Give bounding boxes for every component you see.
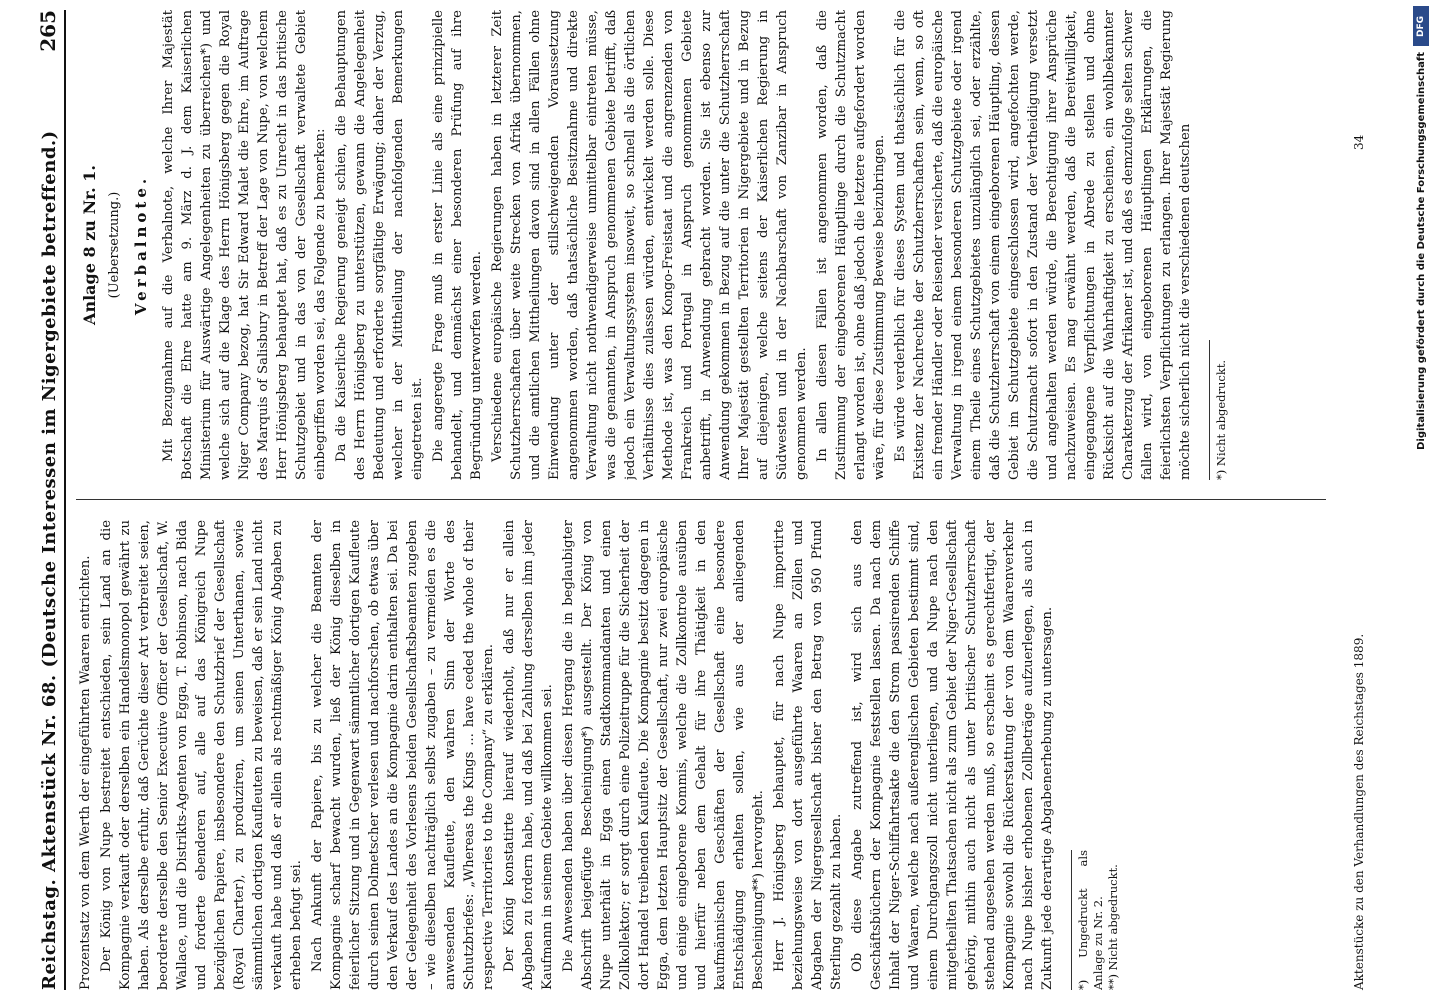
- page-header: [26, 10, 66, 990]
- dfg-logo-icon: DFG: [1413, 6, 1429, 46]
- page-number: 265: [36, 10, 60, 52]
- footnotes: [1209, 340, 1229, 480]
- anlage-title: Anlage 8 zu Nr. 1.: [80, 165, 99, 325]
- left-column: [76, 520, 1326, 990]
- paragraph: Da die Kaiserliche Regierung geneigt schien, die Behauptungen des Herrn Hönigsberg zu unterstützen, gewann die Angelegenheit Bedeutung und erforderte sorgfältige Erwägung; daher der Verzug, welcher in der Mittheilung der nachfolgenden Bemerkungen eingetreten ist.: [334, 10, 425, 480]
- paragraph: Ob diese Angabe zutreffend ist, wird sich aus den Geschäftsbüchern der Kompagnie feststellen lassen. Da nach dem Inhalt der Niger-Schiffahrtsakte die den Strom passirenden Schiffe und Waaren, welche nach außerenglischen Gebieten bestimmt sind, einem Durchgangszoll nicht unterliegen, und da Nupe nach den mitgetheilten Thatsachen nicht als zum Gebiet der Niger-Gesellschaft gehörig, mithin auch nicht als unter britischer Schutzherrschaft stehend angesehen werden muß, so erscheint es gerechtfertigt, der Kompagnie sowohl die Rückerstattung der von dem Waarenverkehr nach Nupe bisher erhobenen Zollbeträge aufzuerlegen, als auch in Zukunft jede derartige Abgabenerhebung zu untersagen.: [850, 520, 1055, 990]
- section-heading: Verbalnote.: [132, 174, 150, 316]
- translation-note: (Uebersetzung.): [107, 191, 122, 299]
- paragraph: Die angeregte Frage muß in erster Linie als eine prinzipielle behandelt, und demnächst einer besonderen Prüfung auf ihre Begründung unterworfen werden.: [431, 10, 484, 480]
- digitization-sidebar: [1410, 0, 1432, 1000]
- paragraph: Nach Ankunft der Papiere, bis zu welcher die Beamten der Kompagnie scharf bewacht wurden, ließ der König dieselben in feierlicher Sitzung und in Gegenwart sämmtlicher dortigen Kaufleute durch seinen Dolmetscher verlesen und nachforschen, ob etwas über den Verkauf des Landes an die Kompagnie darin enthalten sei. Da bei der Gelegenheit des Vorlesens beiden Gesellschaftsbeamten zugeben – wie dieselben nachträglich selbst zugaben – zu vermeiden es die anwesenden Kaufleute, den wahren Sinn der Worte des Schutzbriefes: „Whereas the Kings ... have ceded the whole of their respective Territories to the Company“ zu erklären.: [310, 520, 496, 990]
- column-divider: [76, 499, 1326, 500]
- footnote: *) Nicht abgedruckt.: [1214, 359, 1228, 480]
- paragraph: Prozentsatz von dem Werth der eingeführten Waaren entrichten.: [78, 555, 93, 990]
- paragraph: Mit Bezugnahme auf die Verbalnote, welche Ihrer Majestät Botschaft die Ehre hatte am 9. März d. J. dem Kaiserlichen Ministerium für Auswärtige Angelegenheiten zu überreichen*) und welche sich auf die Klage des Herrn Hönigsberg gegen die Royal Niger Company bezog, hat Sir Edward Malet die Ehre, im Auftrage des Marquis of Salisbury in Betreff der Lage von Nupe, von welchem Herr Hönigsberg behauptet hat, daß es zu Unrecht in das britische Schutzgebiet und in das von der Gesellschaft verwaltete Gebiet einbegriffen worden sei, das Folgende zu bemerken:: [161, 10, 328, 480]
- paragraph: Der König von Nupe bestreitet entschieden, sein Land an die Kompagnie verkauft oder derselben ein Handelsmonopol gewährt zu haben. Als derselbe erfuhr, daß Gerüchte dieser Art verbreitet seien, beorderte derselbe den Senior Executive Officer der Gesellschaft, W. Wallace, und die Distrikts-Agenten von Egga, T. Robinson, nach Bida und forderte ebenderen auf, alle auf das Königreich Nupe bezüglichen Papiere, insbesondere den Schutzbrief der Gesellschaft (Royal Charter), zu produziren, um seinen Unterthanen, sowie sämmtlichen dortigen Kaufleuten zu beweisen, daß er sein Land nicht verkauft habe und daß er allein als rechtmäßiger König Abgaben zu erheben befugt sei.: [99, 520, 304, 990]
- document-page: [26, 10, 1406, 990]
- sheet-number: 34: [1352, 134, 1366, 150]
- footnote: *) Ungedruckt als Anlage zu Nr. 2.: [1076, 850, 1105, 990]
- footnotes: [1071, 850, 1121, 990]
- paragraph: Herr J. Hönigsberg behauptet, für nach Nupe importirte beziehungsweise von dort ausgeführte Waaren an Zöllen und Abgaben der Nigergesellschaft bisher den Betrag von 950 Pfund Sterling gezahlt zu haben.: [772, 520, 844, 990]
- right-column: [76, 10, 1326, 480]
- paragraph: Es würde verderblich für dieses System und thatsächlich für die Existenz der Nachrechte der Schutzherrschaften sein, wenn, so oft ein fremder Händler oder Reisender versicherte, daß die europäische Verwaltung in irgend einem besonderen Schutzgebiete oder irgend einem Theile eines Schutzgebietes unzulänglich sei, oder erzählte, daß die Schutzherrschaft von einem eingeborenen Häuptling, dessen Gebiet im Schutzgebiete eingeschlossen wird, angefochten werde, die Schutzmacht sofort in den Zustand der Vertheidigung versetzt und angehalten werden würde, die Berechtigung ihrer Ansprüche nachzuweisen. Es mag erwähnt werden, daß die Bereitwilligkeit, eingegangene Verpflichtungen in Abrede zu stellen und ohne Rücksicht auf die Wahrhaftigkeit zu erscheinen, ein wohlbekannter Charakterzug der Afrikaner ist, und daß es demzufolge selten schwer fallen wird, von eingeborenen Häuptlingen Erklärungen, die feierlichsten Verpflichtungen zu erlangen. Ihrer Majestät Regierung möchte sicherlich nicht die verschiedenen deutschen: [893, 10, 1193, 480]
- paragraph: Verschiedene europäische Regierungen haben in letzterer Zeit Schutzherrschaften über weite Strecken von Afrika übernommen, und die amtlichen Mittheilungen davon sind in allen Fällen ohne Einwendung unter der stillschweigenden Voraussetzung angenommen worden, daß thatsächliche Besitznahme und direkte Verwaltung nicht nothwendigerweise unmittelbar eintreten müsse, was die genannten, in Anspruch genommenen Gebiete betrifft, daß jedoch ein Verwaltungssystem insoweit, so schnell als die örtlichen Verhältnisse dies zulassen würden, entwickelt werden solle. Diese Methode ist, was den Kongo-Freistaat und die angrenzenden von Frankreich und Portugal in Anspruch genommenen Gebiete anbetrifft, in Anwendung gebracht worden. Sie ist ebenso zur Anwendung gekommen in Bezug auf die unter die Schutzherrschaft Ihrer Majestät gestellten Territorien in Nigergebiete und in Bezug auf diejenigen, welche seitens der Kaiserlichen Regierung in Südwesten und in der Nachbarschaft von Zanzibar in Anspruch genommen werden.: [490, 10, 809, 480]
- footnote: **) Nicht abgedruckt.: [1106, 864, 1120, 990]
- paragraph: Die Anwesenden haben über diesen Hergang die in beglaubigter Abschrift beigefügte Bescheinigung*) ausgestellt. Der König von Nupe unterhält in Egga einen Stadtkommandanten und einen Zollkollektor; er sorgt durch eine Polizeitruppe für die Sicherheit der dort Handel treibenden Kaufleute. Die Kompagnie besitzt dagegen in Egga, dem letzten Hauptsitz der Gesellschaft, nur zwei europäische und einige eingeborene Kommis, welche die Zollkontrole ausüben und hierfür neben dem Gehalt für ihre Thätigkeit in den kaufmännischen Geschäften der Gesellschaft eine besondere Entschädigung erhalten sollen, wie aus der anliegenden Bescheinigung**) hervorgeht.: [561, 520, 766, 990]
- header-title: Reichstag. Aktenstück Nr. 68. (Deutsche Interessen im Nigergebiete betreffend.): [39, 130, 60, 990]
- footer-source: Aktenstücke zu den Verhandlungen des Reichstages 1889.: [1352, 633, 1366, 990]
- page-footer: [1346, 10, 1372, 990]
- paragraph: Der König konstatirte hierauf wiederholt, daß nur er allein Abgaben zu fordern habe, und daß bei Zahlung derselben ihm jeder Kaufmann in seinem Gebiete willkommen sei.: [502, 520, 555, 990]
- paragraph: In allen diesen Fällen ist angenommen worden, daß die Zustimmung der eingeborenen Häuptlinge durch die Schutzmacht erlangt worden ist, ohne daß jedoch die letztere aufgefordert worden wäre, für diese Zustimmung Beweise beizubringen.: [815, 10, 887, 480]
- funding-notice: Digitalisierung gefördert durch die Deutsche Forschungsgemeinschaft: [1415, 52, 1427, 450]
